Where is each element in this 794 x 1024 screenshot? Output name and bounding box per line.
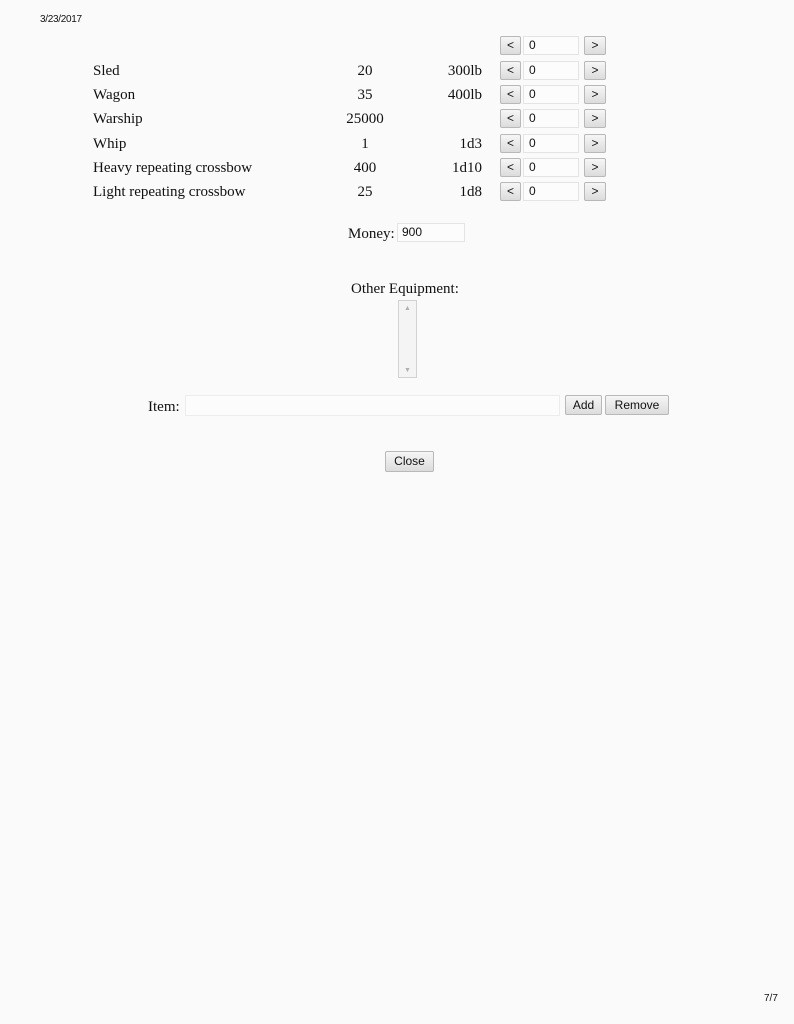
item-stat: 400lb — [447, 87, 482, 103]
decrement-button[interactable]: < — [500, 109, 521, 128]
increment-button[interactable]: > — [584, 158, 606, 177]
quantity-field[interactable]: 0 — [523, 61, 579, 80]
print-date: 3/23/2017 — [40, 14, 82, 25]
decrement-button[interactable]: < — [500, 134, 521, 153]
item-name: Whip — [93, 136, 127, 152]
increment-button[interactable]: > — [584, 36, 606, 55]
quantity-field[interactable]: 0 — [523, 134, 579, 153]
item-cost: 400 — [353, 160, 377, 176]
decrement-button[interactable]: < — [500, 182, 521, 201]
equipment-row-warship — [0, 108, 794, 130]
scroll-up-arrow-icon[interactable]: ▲ — [404, 304, 411, 312]
item-stat: 1d8 — [459, 184, 482, 200]
close-button[interactable]: Close — [385, 451, 434, 472]
equipment-row-wagon — [0, 84, 794, 106]
quantity-field[interactable]: 0 — [523, 109, 579, 128]
page-number: 7/7 — [764, 993, 778, 1004]
quantity-field[interactable]: 0 — [523, 36, 579, 55]
equipment-row-light-repeating-crossbow — [0, 181, 794, 203]
item-stat: 1d3 — [459, 136, 482, 152]
item-cost: 25000 — [346, 111, 384, 127]
item-stat: 1d10 — [452, 160, 482, 176]
increment-button[interactable]: > — [584, 109, 606, 128]
quantity-field[interactable]: 0 — [523, 182, 579, 201]
increment-button[interactable]: > — [584, 85, 606, 104]
item-name: Warship — [93, 111, 143, 127]
equipment-row-top — [0, 35, 794, 57]
equipment-row-heavy-repeating-crossbow — [0, 157, 794, 179]
increment-button[interactable]: > — [584, 61, 606, 80]
decrement-button[interactable]: < — [500, 36, 521, 55]
decrement-button[interactable]: < — [500, 61, 521, 80]
equipment-row-whip — [0, 133, 794, 155]
item-name: Heavy repeating crossbow — [93, 160, 253, 176]
item-cost: 25 — [357, 184, 373, 200]
money-label: Money: — [348, 226, 395, 242]
equipment-row-sled — [0, 60, 794, 82]
money-field[interactable]: 900 — [397, 223, 465, 242]
quantity-field[interactable]: 0 — [523, 85, 579, 104]
item-input[interactable] — [185, 395, 560, 416]
item-cost: 35 — [357, 87, 373, 103]
item-name: Light repeating crossbow — [93, 184, 246, 200]
item-label: Item: — [148, 399, 180, 415]
item-cost: 1 — [361, 136, 369, 152]
quantity-field[interactable]: 0 — [523, 158, 579, 177]
remove-button[interactable]: Remove — [605, 395, 669, 415]
item-cost: 20 — [357, 63, 373, 79]
other-equipment-label: Other Equipment: — [351, 281, 459, 297]
increment-button[interactable]: > — [584, 182, 606, 201]
other-equipment-list[interactable] — [398, 300, 417, 378]
scroll-down-arrow-icon[interactable]: ▼ — [404, 366, 411, 374]
increment-button[interactable]: > — [584, 134, 606, 153]
item-stat: 300lb — [447, 63, 482, 79]
decrement-button[interactable]: < — [500, 85, 521, 104]
decrement-button[interactable]: < — [500, 158, 521, 177]
add-button[interactable]: Add — [565, 395, 602, 415]
item-name: Wagon — [93, 87, 136, 103]
item-name: Sled — [93, 63, 120, 79]
